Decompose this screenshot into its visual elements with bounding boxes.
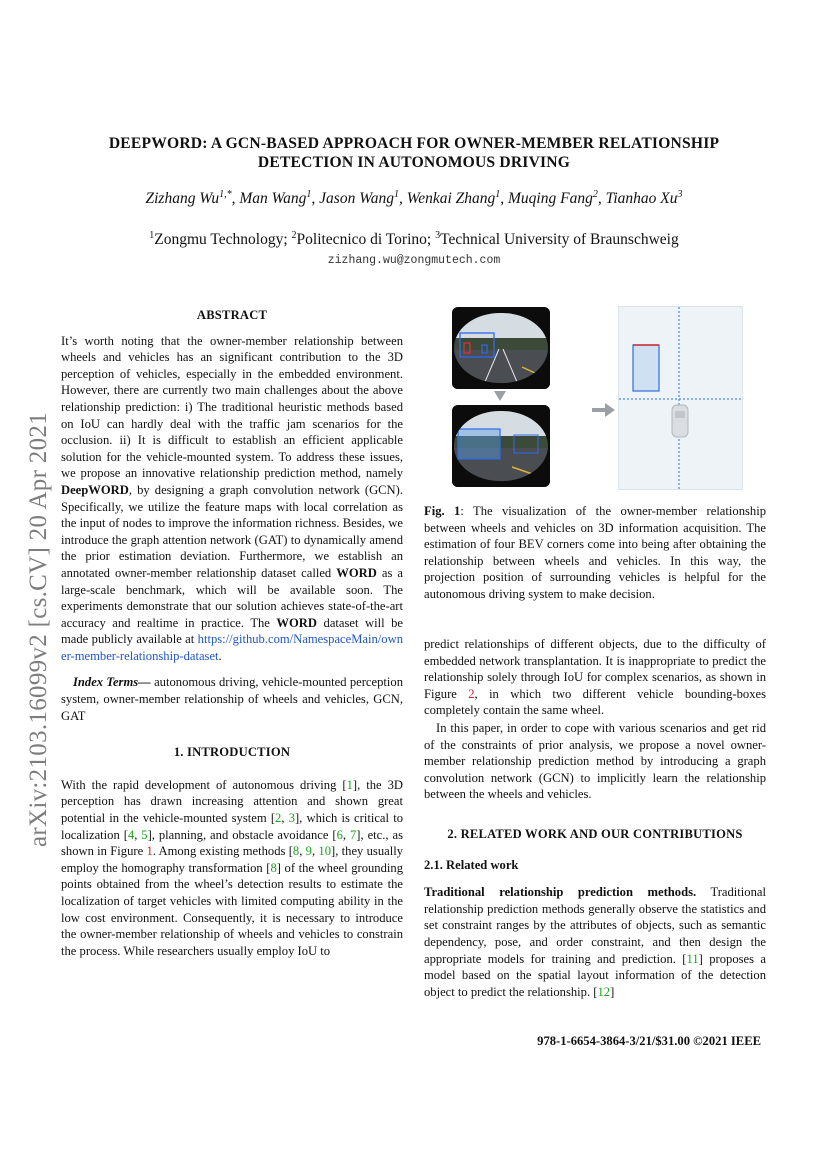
affiliation-mark: 3 bbox=[435, 229, 441, 241]
paragraph-lead: Traditional relationship prediction methods. bbox=[424, 885, 697, 900]
citation-link[interactable]: 8 bbox=[270, 860, 277, 875]
body-text: With the rapid development of autonomous driving [ bbox=[61, 777, 347, 792]
bev-view bbox=[618, 306, 743, 490]
body-text: ], which is critical to localization [ bbox=[61, 811, 403, 842]
body-text: ], they usually employ the homography transformation [ bbox=[61, 844, 404, 875]
fisheye-vignette bbox=[452, 405, 550, 487]
fisheye-camera-image-top bbox=[452, 307, 550, 389]
paper-title bbox=[60, 134, 768, 172]
body-text: ], the 3D perception has drawn increasing attention and shown great potential in the vehicle-mounted system [ bbox=[61, 777, 404, 826]
abstract-text: dataset will be made publicly available at bbox=[61, 615, 404, 647]
body-text: , bbox=[281, 811, 289, 826]
figure-1-caption bbox=[424, 503, 766, 603]
body-text: ] of the wheel grounding points obtained from the wheel’s detection results to estimate the localization of target vehicles with limited computing ability in the low cost environment. Consequently, it is necessary to introduce the owner-member relationship of wheels and vehicles to constrain the process. While researchers usually employ IoU to bbox=[61, 860, 403, 958]
body-text: predict relationships of different objects, due to the difficulty of embedded network transplantation. It is inappropriate to predict the relationship solely through IoU for complex scenarios, as shown in Figure bbox=[424, 637, 766, 701]
body-text: ] proposes a model based on the spatial layout information of the detection object to predict the relationship. [ bbox=[424, 951, 766, 999]
author-affiliation-mark: 3 bbox=[677, 188, 683, 200]
body-text: ] bbox=[610, 984, 615, 999]
affiliation-mark: 1 bbox=[149, 229, 155, 241]
abstract-heading: ABSTRACT bbox=[196, 308, 268, 322]
title-line-2: DETECTION IN AUTONOMOUS DRIVING bbox=[257, 154, 571, 171]
intro-heading: 1. INTRODUCTION bbox=[173, 745, 291, 760]
arrow-down-icon bbox=[494, 391, 506, 401]
body-text: ], planning, and obstacle avoidance [ bbox=[147, 827, 337, 842]
affiliations bbox=[60, 231, 768, 249]
related-work-heading: 2. RELATED WORK AND OUR CONTRIBUTIONS bbox=[447, 826, 743, 841]
affiliation: Zongmu Technology; bbox=[154, 231, 292, 248]
method-name: DeepWORD bbox=[61, 482, 129, 497]
author-affiliation-mark: 1 bbox=[495, 188, 501, 200]
body-text: ], etc., as shown in Figure bbox=[61, 827, 404, 859]
author-affiliation-mark: 1 bbox=[393, 188, 399, 200]
citation-link[interactable]: 2 bbox=[275, 811, 282, 826]
citation-link[interactable]: 7 bbox=[350, 827, 357, 842]
related-work-subheading: 2.1. Related work bbox=[424, 857, 519, 872]
body-text: Traditional relationship prediction methods generally observe the statistics and set constraint ranges by the attributes of objects, such as semantic dependency, pose, and order constraint, and then design the appropriate models for training and prediction. [ bbox=[424, 885, 766, 966]
author-name: Muqing Fang bbox=[508, 190, 593, 207]
body-text: , bbox=[342, 827, 350, 842]
arrow-right-icon bbox=[592, 408, 606, 412]
left-column bbox=[61, 307, 403, 959]
dataset-name: WORD bbox=[276, 615, 318, 630]
citation-link[interactable]: 10 bbox=[318, 844, 332, 859]
affiliation: Politecnico di Torino; bbox=[296, 231, 436, 248]
abstract-text: . bbox=[218, 648, 222, 663]
right-column bbox=[424, 636, 766, 1000]
author-name: Wenkai Zhang bbox=[406, 190, 496, 207]
figure-link[interactable]: 2 bbox=[468, 686, 475, 701]
caption-label: Fig. 1 bbox=[424, 504, 461, 518]
bev-diagram bbox=[619, 307, 742, 489]
dataset-link[interactable]: https://github.com/NamespaceMain/owner-member-relationship-dataset bbox=[61, 632, 403, 663]
citation-link[interactable]: 6 bbox=[336, 827, 343, 842]
related-work-body bbox=[424, 884, 766, 1000]
abstract-text: It’s worth noting that the owner-member relationship between wheels and vehicles has an significant contribution to the 3D perception of vehicles, especially in the embedded environment. However, there are currently two main challenges about the above relationship prediction: i) The traditional heuristic methods based on IoU can hardly deal with the traffic jam scenarios for the occlusion. ii) It is difficult to establish an efficient applicable solution for the vehicle-mounted system. To address these issues, we propose an innovative relationship prediction method, namely bbox=[61, 333, 403, 481]
dataset-name: WORD bbox=[336, 565, 377, 580]
affiliation: Technical University of Braunschweig bbox=[440, 231, 679, 248]
copyright-footer: 978-1-6654-3864-3/21/$31.00 ©2021 IEEE bbox=[537, 1034, 761, 1048]
index-terms bbox=[61, 674, 403, 724]
contact-email: zizhang.wu@zongmutech.com bbox=[327, 254, 501, 267]
right-body-paragraph-1 bbox=[424, 636, 766, 719]
body-text: , bbox=[299, 844, 306, 859]
index-terms-label: Index Terms— bbox=[73, 675, 151, 690]
citation-link[interactable]: 8 bbox=[292, 844, 300, 859]
abstract-text: as a large-scale benchmark, which will be available soon. The experiments demonstrate that our solution achieves state-of-the-art accuracy and realtime in practice. The bbox=[61, 565, 403, 630]
caption-text: : The visualization of the owner-member relationship between wheels and vehicles on 3D information acquisition. The estimation of four BEV corners come into being after obtaining the relationship between wheels and vehicles. In this way, the projection position of surrounding vehicles is helpful for the autonomous driving system to make decision. bbox=[424, 504, 766, 601]
abstract-text: , by designing a graph convolution network (GCN). Specifically, we utilize the feature maps with local correlation as the input of nodes to improve the information richness. Besides, we introduce the graph attention network (GAT) to dynamically amend the prior estimation deviation. Furthermore, we establish an annotated owner-member relationship dataset called bbox=[61, 482, 403, 580]
author-name: Man Wang bbox=[239, 190, 307, 207]
citation-link[interactable]: 1 bbox=[346, 777, 353, 792]
figure-link[interactable]: 1 bbox=[146, 844, 153, 859]
index-terms-text: autonomous driving, vehicle-mounted perception system, owner-member relationship of wheels and vehicles, GCN, GAT bbox=[61, 675, 403, 723]
citation-link[interactable]: 5 bbox=[141, 827, 148, 842]
citation-link[interactable]: 11 bbox=[686, 951, 699, 966]
body-text: , in which two different vehicle bounding-boxes completely contain the same wheel. bbox=[424, 686, 766, 718]
citation-link[interactable]: 3 bbox=[288, 811, 295, 826]
citation-link[interactable]: 4 bbox=[127, 827, 135, 842]
author-name: Zizhang Wu bbox=[145, 190, 220, 207]
affiliation-mark: 2 bbox=[291, 229, 297, 241]
abstract-body bbox=[61, 333, 403, 665]
intro-body bbox=[61, 777, 403, 960]
author-affiliation-mark: 2 bbox=[592, 188, 598, 200]
fisheye-camera-image-bottom bbox=[452, 405, 550, 487]
right-body-paragraph-2: In this paper, in order to cope with various scenarios and get rid of the constraints of prior analysis, we propose a novel owner-member relationship prediction method by introducing a graph convolution network (GCN) to implicitly learn the relationship between the wheels and vehicles. bbox=[424, 720, 766, 802]
citation-link[interactable]: 12 bbox=[597, 984, 611, 999]
author-name: Tianhao Xu bbox=[605, 190, 678, 207]
body-text: , bbox=[311, 844, 319, 859]
body-text: , bbox=[134, 827, 142, 842]
author-list: Zizhang $Wu^{1,*}$, Man Wang$^1$, Jason Wang$^1$, Wenkai Zhang$^1$, Muqing Fang$^2$, Tianhao Xu$^3$ bbox=[145, 188, 683, 207]
figure-1 bbox=[450, 305, 742, 490]
title-line-1: DEEPWORD: A GCN-BASED APPROACH FOR OWNER-MEMBER RELATIONSHIP bbox=[108, 135, 720, 152]
arrow-right-head bbox=[605, 403, 615, 417]
arxiv-identifier[interactable]: arXiv:2103.16099v2 [cs.CV] 20 Apr 2021 bbox=[25, 412, 52, 847]
fisheye-vignette bbox=[452, 307, 550, 389]
author-affiliation-mark: 1 bbox=[306, 188, 312, 200]
citation-link[interactable]: 9 bbox=[305, 844, 312, 859]
body-text: . Among existing methods [ bbox=[152, 844, 293, 859]
author-affiliation-mark: 1,* bbox=[219, 188, 232, 200]
author-name: Jason Wang bbox=[319, 190, 394, 207]
